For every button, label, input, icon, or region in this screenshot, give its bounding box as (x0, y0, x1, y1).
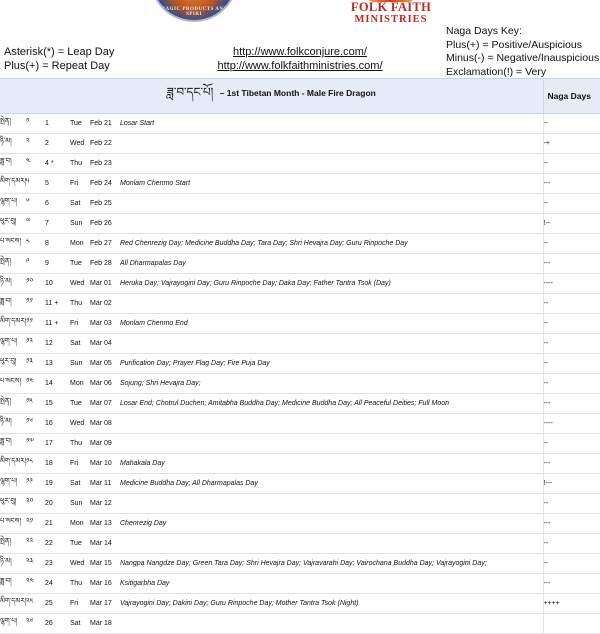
table-header-row (0, 79, 600, 114)
weekday-tibetan: ཉི་མ། (0, 274, 26, 294)
naga-days-value: ++++ (543, 594, 600, 614)
table-row (0, 394, 600, 414)
weekday-tibetan: ཉི་མ། (0, 134, 26, 154)
gregorian-date: Feb 23 (90, 154, 120, 174)
weekday: Sat (70, 474, 90, 494)
date-tibetan-numeral: ༦ (26, 194, 45, 214)
lunar-day-number: 11 + (45, 314, 70, 334)
lunar-day-number: 21 (45, 514, 70, 534)
date-tibetan-numeral: ༢ (26, 134, 45, 154)
logo-ring-text: MAGIC PRODUCTS AND SPIRI (160, 7, 228, 17)
weekday-tibetan: ལྷག་པ། (0, 194, 26, 214)
gregorian-date: Mar 08 (90, 414, 120, 434)
observances: All Dharmapalas Day (120, 254, 543, 274)
date-tibetan-numeral: ༤ (26, 154, 45, 174)
weekday-tibetan: ལྷག་པ། (0, 614, 26, 634)
logo-line-folk-faith: FOLK FAITH (350, 0, 432, 14)
gregorian-date: Mar 17 (90, 594, 120, 614)
date-tibetan-numeral: ༢༢ (26, 534, 45, 554)
naga-days-value: -- (543, 494, 600, 514)
table-row (0, 454, 600, 474)
naga-days-value: -- (543, 374, 600, 394)
gregorian-date: Mar 06 (90, 374, 120, 394)
naga-days-value: --- (543, 394, 600, 414)
naga-days-value: --- (543, 574, 600, 594)
table-row (0, 114, 600, 134)
date-tibetan-numeral: ༡༢ (26, 334, 45, 354)
table-row (0, 194, 600, 214)
table-row (0, 134, 600, 154)
observances: Losar Start (120, 114, 543, 134)
table-row (0, 214, 600, 234)
weekday: Thu (70, 434, 90, 454)
gregorian-date: Mar 15 (90, 554, 120, 574)
weekday-tibetan: པ་སངས། (0, 374, 26, 394)
naga-days-header: Naga Days (543, 79, 600, 114)
naga-days-value: -- (543, 334, 600, 354)
lunar-day-number: 5 (45, 174, 70, 194)
gregorian-date: Feb 21 (90, 114, 120, 134)
observances: Purification Day; Prayer Flag Day; Fire Puja Day (120, 354, 543, 374)
weekday: Fri (70, 454, 90, 474)
weekday: Sun (70, 494, 90, 514)
weekday-tibetan: ཕུར་བུ། (0, 494, 26, 514)
date-tibetan-numeral: ༡༩ (26, 474, 45, 494)
observances: Mahakala Day (120, 454, 543, 474)
weekday: Sat (70, 334, 90, 354)
naga-days-value: -- (543, 294, 600, 314)
gregorian-date: Feb 26 (90, 214, 120, 234)
weekday: Sun (70, 214, 90, 234)
observances (120, 334, 543, 354)
page-header (0, 0, 600, 78)
date-tibetan-numeral: ༢༦ (26, 614, 45, 634)
gregorian-date: Feb 22 (90, 134, 120, 154)
weekday: Wed (70, 554, 90, 574)
folkfaithministries-link[interactable]: http://www.folkfaithministries.com/ (217, 60, 383, 72)
gregorian-date: Mar 14 (90, 534, 120, 554)
table-row (0, 174, 600, 194)
date-tibetan-numeral: ༡༠ (26, 274, 45, 294)
lunar-day-number: 16 (45, 414, 70, 434)
weekday: Thu (70, 294, 90, 314)
lunar-day-number: 19 (45, 474, 70, 494)
naga-days-value: --- (543, 174, 600, 194)
observances: Monlam Chenmo Start (120, 174, 543, 194)
gregorian-date: Feb 24 (90, 174, 120, 194)
observances (120, 414, 543, 434)
table-row (0, 234, 600, 254)
weekday-tibetan: སྤེན། (0, 114, 26, 134)
gregorian-date: Mar 01 (90, 274, 120, 294)
gregorian-date: Mar 16 (90, 574, 120, 594)
table-row (0, 474, 600, 494)
observances (120, 434, 543, 454)
observances (120, 294, 543, 314)
date-tibetan-numeral: ༢༣ (26, 554, 45, 574)
lunar-day-number: 11 + (45, 294, 70, 314)
lunar-day-number: 13 (45, 354, 70, 374)
date-tibetan-numeral: ༢༥ (26, 594, 45, 614)
weekday-tibetan: སྤེན། (0, 254, 26, 274)
weekday: Wed (70, 134, 90, 154)
folk-conjure-logo (150, 0, 238, 22)
lunar-day-number: 22 (45, 534, 70, 554)
gregorian-date: Mar 04 (90, 334, 120, 354)
date-tibetan-numeral: ༡༨ (26, 454, 45, 474)
table-row (0, 594, 600, 614)
weekday: Tue (70, 254, 90, 274)
weekday: Tue (70, 114, 90, 134)
naga-key-very-inauspicious: Exclamation(!) = Very (446, 65, 547, 78)
weekday-tibetan: ཟླ་བ། (0, 154, 26, 174)
gregorian-date: Mar 10 (90, 454, 120, 474)
naga-days-value: -- (543, 234, 600, 254)
legend-leap-day: Asterisk(*) = Leap Day (4, 46, 115, 58)
table-row (0, 434, 600, 454)
weekday: Mon (70, 514, 90, 534)
date-tibetan-numeral: ༡ (26, 114, 45, 134)
date-tibetan-numeral: ༢༠ (26, 494, 45, 514)
observances (120, 194, 543, 214)
date-tibetan-numeral: ༥ (26, 174, 45, 194)
date-tibetan-numeral: ༡༧ (26, 434, 45, 454)
gregorian-date: Mar 09 (90, 434, 120, 454)
weekday: Sun (70, 354, 90, 374)
lunar-day-number: 1 (45, 114, 70, 134)
weekday-tibetan: ཟླ་བ། (0, 434, 26, 454)
weekday-tibetan: ཉི་མ། (0, 554, 26, 574)
date-tibetan-numeral: ༢༤ (26, 574, 45, 594)
table-row (0, 274, 600, 294)
table-row (0, 574, 600, 594)
weekday-tibetan: ཕུར་བུ། (0, 214, 26, 234)
date-tibetan-numeral: ༡༤ (26, 374, 45, 394)
observances: Chenrezig Day (120, 514, 543, 534)
naga-days-value: -- (543, 534, 600, 554)
weekday: Wed (70, 414, 90, 434)
weekday-tibetan: སྤེན། (0, 534, 26, 554)
observances: Ksitigarbha Day (120, 574, 543, 594)
naga-days-value: -- (543, 114, 600, 134)
lunar-day-number: 18 (45, 454, 70, 474)
weekday: Wed (70, 274, 90, 294)
naga-days-value: -- (543, 434, 600, 454)
lunar-day-number: 20 (45, 494, 70, 514)
table-row (0, 294, 600, 314)
weekday-tibetan: ཕུར་བུ། (0, 354, 26, 374)
weekday-tibetan: པ་སངས། (0, 234, 26, 254)
observances: Medicine Buddha Day; All Dharmapalas Day (120, 474, 543, 494)
naga-days-value: -+ (543, 134, 600, 154)
month-title-cell (0, 79, 543, 114)
weekday-tibetan: མིག་དམར། (0, 594, 26, 614)
legend-repeat-day: Plus(+) = Repeat Day (4, 60, 110, 72)
lunar-day-number: 15 (45, 394, 70, 414)
date-tibetan-numeral: ༢༡ (26, 514, 45, 534)
month-tibetan-title: ཟླ་བ་དང་པོ། (166, 85, 214, 99)
folk-faith-ministries-logo (344, 0, 438, 34)
observances: Vajrayogini Day; Dakini Day; Guru Rinpoche Day; Mother Tantra Tsok (Night) (120, 594, 543, 614)
table-row (0, 614, 600, 634)
date-tibetan-numeral: ༡༦ (26, 414, 45, 434)
naga-days-value: !--- (543, 474, 600, 494)
naga-days-value: !-- (543, 214, 600, 234)
table-row (0, 334, 600, 354)
gregorian-date: Mar 02 (90, 294, 120, 314)
naga-key-negative: Minus(-) = Negative/Inauspicious (446, 52, 600, 64)
lunar-day-number: 14 (45, 374, 70, 394)
lunar-day-number: 4 * (45, 154, 70, 174)
table-row (0, 514, 600, 534)
date-tibetan-numeral: ༩ (26, 254, 45, 274)
lunar-day-number: 10 (45, 274, 70, 294)
observances (120, 214, 543, 234)
date-tibetan-numeral: ༡༥ (26, 394, 45, 414)
weekday-tibetan: ཟླ་བ། (0, 574, 26, 594)
gregorian-date: Feb 25 (90, 194, 120, 214)
date-tibetan-numeral: ༡༡ (26, 294, 45, 314)
table-row (0, 154, 600, 174)
weekday: Sat (70, 614, 90, 634)
table-row (0, 414, 600, 434)
weekday: Sat (70, 194, 90, 214)
lunar-day-number: 26 (45, 614, 70, 634)
naga-key-positive: Plus(+) = Positive/Auspicious (446, 38, 582, 51)
naga-days-value: ---- (543, 414, 600, 434)
gregorian-date: Mar 13 (90, 514, 120, 534)
naga-days-value: --- (543, 254, 600, 274)
lunar-day-number: 24 (45, 574, 70, 594)
weekday-tibetan: མིག་དམར། (0, 314, 26, 334)
weekday: Tue (70, 534, 90, 554)
lunar-day-number: 23 (45, 554, 70, 574)
gregorian-date: Feb 28 (90, 254, 120, 274)
lunar-day-number: 9 (45, 254, 70, 274)
date-tibetan-numeral: ༡༣ (26, 354, 45, 374)
gregorian-date: Mar 07 (90, 394, 120, 414)
weekday-tibetan: ཉི་མ། (0, 414, 26, 434)
gregorian-date: Feb 27 (90, 234, 120, 254)
lunar-day-number: 12 (45, 334, 70, 354)
table-row (0, 554, 600, 574)
lunar-day-number: 6 (45, 194, 70, 214)
naga-days-value: -- (543, 354, 600, 374)
observances (120, 134, 543, 154)
naga-days-value: -- (543, 314, 600, 334)
weekday-tibetan: ལྷག་པ། (0, 334, 26, 354)
weekday: Fri (70, 174, 90, 194)
naga-days-value: --- (543, 514, 600, 534)
weekday-tibetan: ལྷག་པ། (0, 474, 26, 494)
naga-days-value: -- (543, 154, 600, 174)
observances (120, 154, 543, 174)
weekday: Mon (70, 374, 90, 394)
observances: Losar End; Chotrul Duchen; Amitabha Buddha Day; Medicine Buddha Day; All Peaceful Deities; Full Moon (120, 394, 543, 414)
gregorian-date: Mar 03 (90, 314, 120, 334)
gregorian-date: Mar 05 (90, 354, 120, 374)
date-tibetan-numeral: ༡༡ (26, 314, 45, 334)
observances: Red Chenrezig Day; Medicine Buddha Day; Tara Day; Shri Hevajra Day; Guru Rinpoche Day (120, 234, 543, 254)
weekday-tibetan: པ་སངས། (0, 514, 26, 534)
observances: Nangpa Nangdze Day; Green Tara Day; Shri Hevajra Day; Vajravarahi Day; Vairochana Buddha Day; Vajrayogini Day; (120, 554, 543, 574)
lunar-day-number: 8 (45, 234, 70, 254)
lunar-day-number: 7 (45, 214, 70, 234)
table-row (0, 374, 600, 394)
observances: Sojung; Shri Hevajra Day; (120, 374, 543, 394)
weekday-tibetan: མིག་དམར། (0, 174, 26, 194)
gregorian-date: Mar 18 (90, 614, 120, 634)
weekday: Thu (70, 154, 90, 174)
observances (120, 614, 543, 634)
folkconjure-link[interactable]: http://www.folkconjure.com/ (233, 46, 367, 58)
date-tibetan-numeral: ༨ (26, 234, 45, 254)
lunar-day-number: 17 (45, 434, 70, 454)
weekday: Thu (70, 574, 90, 594)
observances (120, 534, 543, 554)
weekday-tibetan: སྤེན། (0, 394, 26, 414)
weekday-tibetan: ཟླ་བ། (0, 294, 26, 314)
tibetan-calendar-table (0, 78, 600, 634)
naga-key-title: Naga Days Key: (446, 25, 522, 37)
table-row (0, 534, 600, 554)
logo-line-ministries: MINISTRIES (354, 14, 428, 25)
weekday: Mon (70, 234, 90, 254)
weekday: Fri (70, 314, 90, 334)
observances: Heruka Day; Vajrayogini Day; Guru Rinpoche Day; Daka Day; Father Tantra Tsok (Day) (120, 274, 543, 294)
lunar-day-number: 25 (45, 594, 70, 614)
gregorian-date: Mar 11 (90, 474, 120, 494)
naga-days-value: ---- (543, 274, 600, 294)
table-row (0, 494, 600, 514)
naga-days-value: -- (543, 554, 600, 574)
calendar-body (0, 114, 600, 634)
table-row (0, 354, 600, 374)
gregorian-date: Mar 12 (90, 494, 120, 514)
weekday: Fri (70, 594, 90, 614)
naga-days-value (543, 614, 600, 634)
observances (120, 494, 543, 514)
weekday: Tue (70, 394, 90, 414)
observances: Monlam Chenmo End (120, 314, 543, 334)
table-row (0, 254, 600, 274)
date-tibetan-numeral: ༧ (26, 214, 45, 234)
month-title: – 1st Tibetan Month - Male Fire Dragon (219, 88, 376, 98)
lunar-day-number: 2 (45, 134, 70, 154)
weekday-tibetan: མིག་དམར། (0, 454, 26, 474)
naga-days-value: -- (543, 194, 600, 214)
table-row (0, 314, 600, 334)
naga-days-value: --- (543, 454, 600, 474)
